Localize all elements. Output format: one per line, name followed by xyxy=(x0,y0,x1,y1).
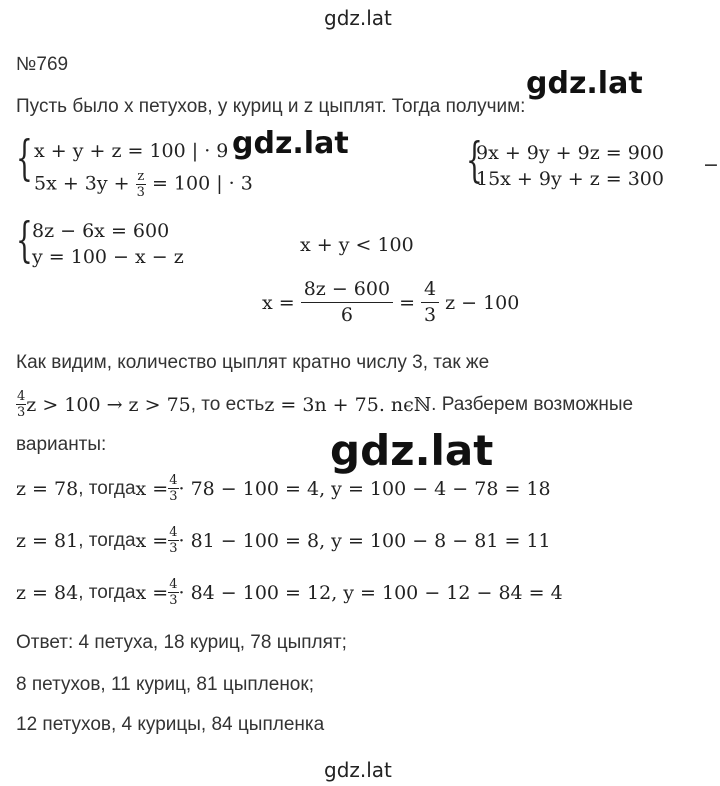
fraction-denominator: 3 xyxy=(169,489,178,504)
watermark: gdz.lat xyxy=(526,66,643,101)
footer-site-label[interactable]: gdz.lat xyxy=(324,758,392,782)
case-connector: , тогда xyxy=(78,581,136,603)
case-z: z = 81 xyxy=(16,529,79,552)
explanation-connector: , то есть xyxy=(190,393,265,415)
main-formula xyxy=(262,280,519,325)
system-brace: { xyxy=(16,212,33,268)
explanation-text: Как видим, количество цыплят кратно числу 3, так же xyxy=(16,352,490,373)
formula-equals: = xyxy=(399,291,415,314)
formula-lhs: x = xyxy=(262,291,295,314)
fraction xyxy=(168,474,178,503)
fraction-denominator: 3 xyxy=(136,185,145,200)
system2-line1: 9x + 9y + 9z = 900 xyxy=(476,142,664,164)
system1-line2-b: = 100 | · 3 xyxy=(145,172,253,195)
header-site-label[interactable]: gdz.lat xyxy=(324,6,392,30)
fraction-denominator: 6 xyxy=(340,304,353,326)
system3-line1: 8z − 6x = 600 xyxy=(32,220,170,242)
case-row xyxy=(16,474,551,503)
case-z: z = 78 xyxy=(16,477,79,500)
explanation-text-2 xyxy=(16,390,633,419)
fraction-numerator: 4 xyxy=(169,473,178,488)
intro-text: Пусть было x петухов, y куриц и z цыплят. Тогда получим: xyxy=(16,96,526,117)
answer-line: 8 петухов, 11 куриц, 81 цыпленок; xyxy=(16,674,314,695)
case-connector: , тогда xyxy=(78,529,136,551)
system1-line2-a: 5x + 3y + xyxy=(34,172,136,195)
case-calculation: · 81 − 100 = 8, y = 100 − 8 − 81 = 11 xyxy=(178,529,551,552)
fraction-denominator: 3 xyxy=(423,304,437,326)
system1-line1: x + y + z = 100 | · 9 xyxy=(34,140,229,162)
fraction xyxy=(16,390,26,419)
fraction xyxy=(421,280,439,325)
fraction-numerator: 4 xyxy=(17,389,26,404)
fraction-denominator: 3 xyxy=(169,541,178,556)
fraction xyxy=(136,170,146,199)
inequality-chain: z > 100 → z > 75 xyxy=(26,393,191,416)
system2-line2: 15x + 9y + z = 300 xyxy=(476,168,664,190)
watermark: gdz.lat xyxy=(228,126,353,161)
case-connector: , тогда xyxy=(78,477,136,499)
answer-line: 12 петухов, 4 курицы, 84 цыпленка xyxy=(16,714,325,735)
system1-line2 xyxy=(34,170,253,199)
fraction-denominator: 3 xyxy=(17,405,26,420)
case-row xyxy=(16,526,551,555)
problem-number: №769 xyxy=(16,54,69,75)
case-row xyxy=(16,578,563,607)
fraction xyxy=(168,526,178,555)
system3-line2: y = 100 − x − z xyxy=(32,246,184,268)
case-z: z = 84 xyxy=(16,581,79,604)
inequality: x + y < 100 xyxy=(300,234,414,256)
system-brace: { xyxy=(466,132,483,188)
z-formula: z = 3n + 75. nϵℕ xyxy=(264,393,432,416)
case-calculation: · 78 − 100 = 4, y = 100 − 4 − 78 = 18 xyxy=(178,477,551,500)
case-x: x = xyxy=(135,581,169,604)
case-x: x = xyxy=(135,477,169,500)
fraction xyxy=(168,578,178,607)
fraction-numerator: z xyxy=(137,169,145,184)
fraction-denominator: 3 xyxy=(169,593,178,608)
explanation-tail: . Разберем возможные xyxy=(431,393,634,415)
formula-rest: z − 100 xyxy=(445,291,520,314)
answer-line: Ответ: 4 петуха, 18 куриц, 78 цыплят; xyxy=(16,632,347,653)
fraction-numerator: 4 xyxy=(169,525,178,540)
watermark: gdz.lat xyxy=(330,426,494,475)
subtract-operator: − xyxy=(703,154,719,176)
case-calculation: · 84 − 100 = 12, y = 100 − 12 − 84 = 4 xyxy=(178,581,563,604)
fraction-numerator: 4 xyxy=(169,577,178,592)
case-x: x = xyxy=(135,529,169,552)
explanation-text-3: варианты: xyxy=(16,434,107,455)
fraction xyxy=(301,280,393,325)
fraction-numerator: 8z − 600 xyxy=(303,278,391,300)
system-brace: { xyxy=(16,130,33,186)
fraction-numerator: 4 xyxy=(423,278,437,300)
